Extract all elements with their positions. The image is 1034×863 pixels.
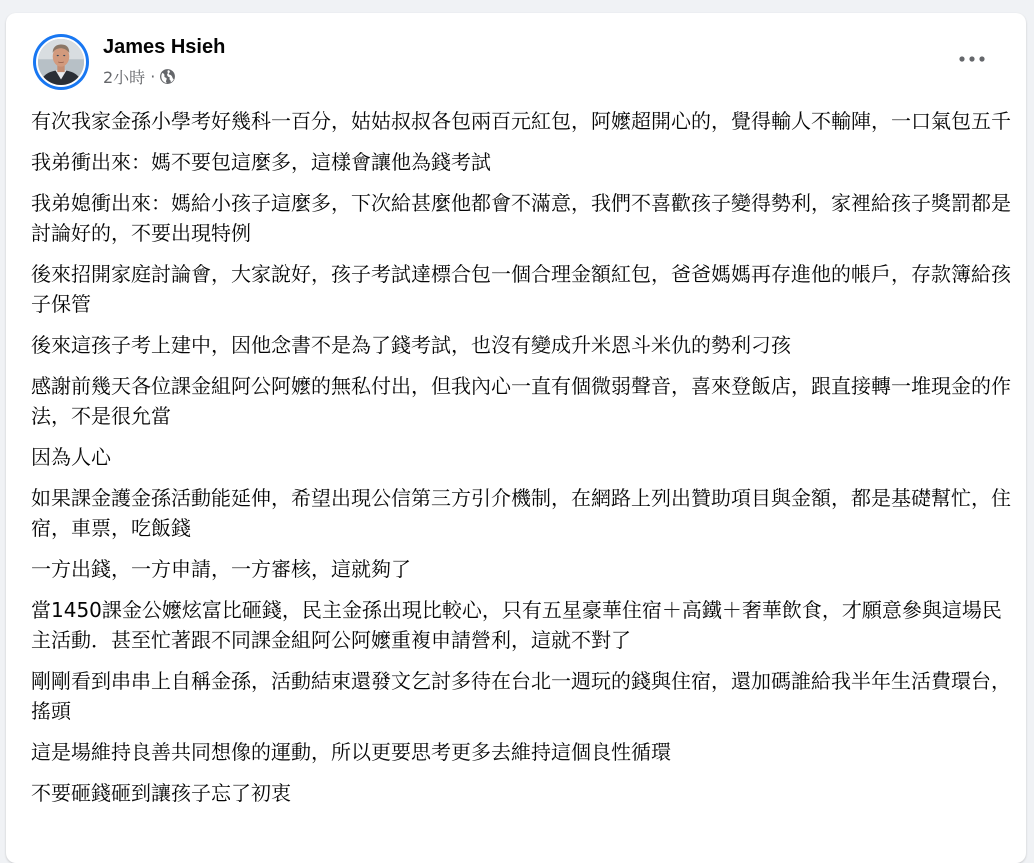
post-paragraph: 我弟衝出來：媽不要包這麼多，這樣會讓他為錢考試 [31, 150, 491, 174]
post-body [31, 106, 1011, 819]
post-paragraph: 如果課金護金孫活動能延伸，希望出現公信第三方引介機制，在網路上列出贊助項目與金額，都是基礎幫忙，住宿，車票，吃飯錢 [31, 486, 1011, 540]
post-paragraph: 感謝前幾天各位課金組阿公阿嬤的無私付出，但我內心一直有個微弱聲音，喜來登飯店，跟直接轉一堆現金的作法，不是很允當 [31, 374, 1011, 428]
post-paragraph: 因為人心 [31, 445, 111, 469]
post-paragraph: 剛剛看到串串上自稱金孫，活動結束還發文乞討多待在台北一週玩的錢與住宿，還加碼誰給我半年生活費環台，搖頭 [31, 669, 1011, 723]
author-name[interactable]: James Hsieh [103, 36, 226, 58]
post-paragraph: 一方出錢，一方申請，一方審核，這就夠了 [31, 557, 411, 581]
profile-photo-image [38, 39, 84, 85]
more-options-icon [959, 56, 985, 62]
post-paragraph: 不要砸錢砸到讓孩子忘了初衷 [31, 781, 291, 805]
post-meta [103, 65, 176, 87]
post-timestamp[interactable]: 2小時 [103, 67, 146, 87]
post-paragraph: 有次我家金孫小學考好幾科一百分，姑姑叔叔各包兩百元紅包，阿嬤超開心的，覺得輸人不輸陣，一口氣包五千 [31, 109, 1011, 133]
post-card [6, 13, 1026, 863]
post-paragraph: 我弟媳衝出來：媽給小孩子這麼多，下次給甚麼他都會不滿意，我們不喜歡孩子變得勢利，家裡給孩子獎罰都是討論好的，不要出現特例 [31, 191, 1011, 245]
profile-photo [36, 37, 86, 87]
post-paragraph: 當1450課金公嬤炫富比砸錢，民主金孫出現比較心，只有五星豪華住宿＋高鐵＋奢華飲食，才願意參與這場民主活動．甚至忙著跟不同課金組阿公阿嬤重複申請營利，這就不對了 [31, 598, 1002, 652]
avatar[interactable] [33, 34, 89, 90]
more-options-button[interactable] [952, 43, 992, 75]
globe-icon[interactable] [159, 68, 176, 85]
post-paragraph: 後來這孩子考上建中，因他念書不是為了錢考試，也沒有變成升米恩斗米仇的勢利刁孩 [31, 333, 791, 357]
post-paragraph: 後來招開家庭討論會，大家說好，孩子考試達標合包一個合理金額紅包，爸爸媽媽再存進他的帳戶，存款簿給孩子保管 [31, 262, 1011, 316]
meta-separator: · [150, 66, 156, 86]
post-paragraph: 這是場維持良善共同想像的運動，所以更要思考更多去維持這個良性循環 [31, 740, 671, 764]
